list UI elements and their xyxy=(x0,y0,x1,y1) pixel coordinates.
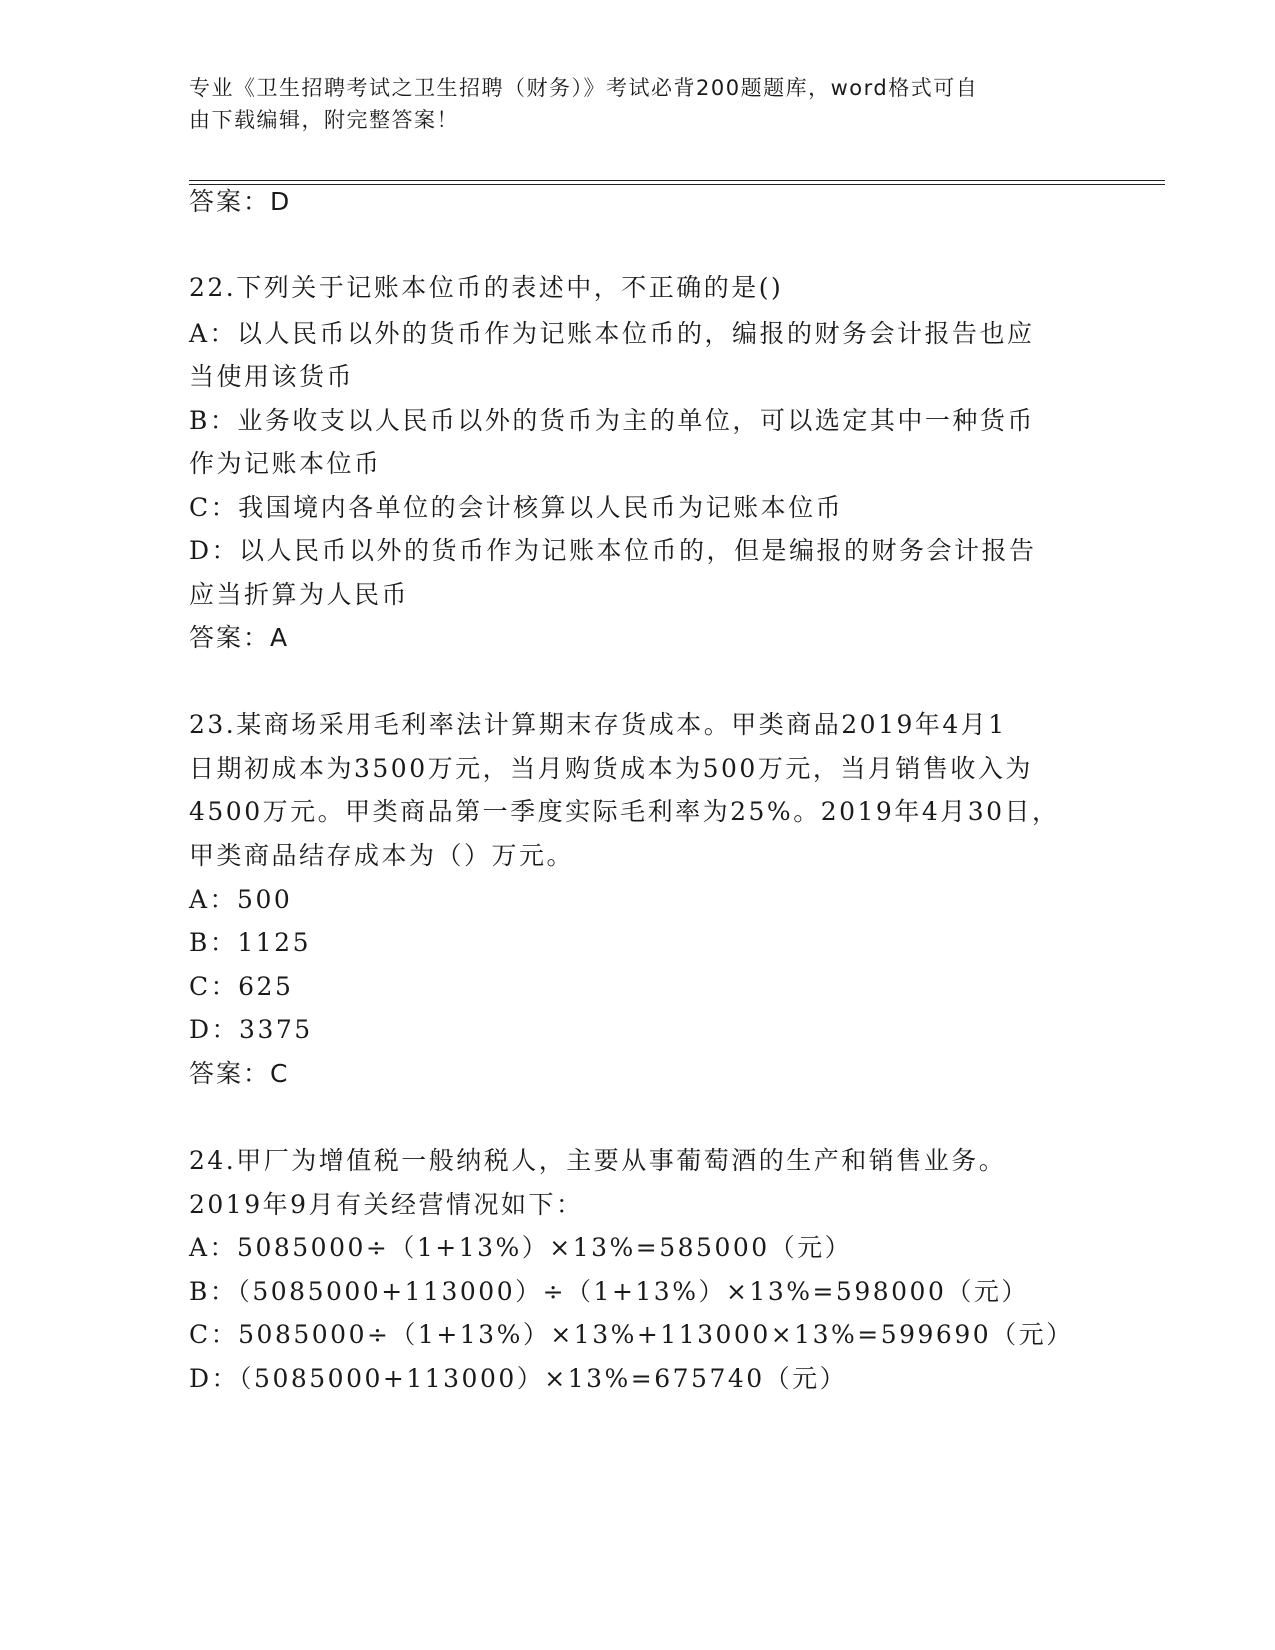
header-line-2: 由下载编辑，附完整答案！ xyxy=(189,108,459,132)
question-23-option-d: D：3375 xyxy=(189,1015,313,1044)
question-22-option-a: A：以人民币以外的货币作为记账本位币的，编报的财务会计报告也应 xyxy=(189,319,1035,348)
document-header xyxy=(189,72,1069,136)
question-22-option-b-cont: 作为记账本位币 xyxy=(189,449,382,478)
question-24-option-b: B：（5085000+113000）÷（1+13%）×13%=598000（元） xyxy=(189,1277,1029,1306)
header-line-1: 专业《卫生招聘考试之卫生招聘（财务）》考试必背200题题库，word格式可自 xyxy=(189,76,979,100)
question-23-stem-cont-2: 4500万元。甲类商品第一季度实际毛利率为25%。2019年4月30日， xyxy=(189,797,1060,826)
question-23-option-c: C：625 xyxy=(189,972,294,1001)
question-23-option-b: B：1125 xyxy=(189,928,311,957)
question-23-option-a: A：500 xyxy=(189,885,293,914)
question-24-option-d: D：（5085000+113000）×13%=675740（元） xyxy=(189,1364,848,1393)
question-22-option-a-cont: 当使用该货币 xyxy=(189,362,355,391)
question-24-option-c: C：5085000÷（1+13%）×13%+113000×13%=599690（元） xyxy=(189,1320,1074,1349)
answer-23: 答案：C xyxy=(189,1059,290,1088)
question-24-stem: 24.甲厂为增值税一般纳税人，主要从事葡萄酒的生产和销售业务。 xyxy=(189,1146,1007,1175)
question-23-stem: 23.某商场采用毛利率法计算期末存货成本。甲类商品2019年4月1 xyxy=(189,710,1007,739)
question-22-option-d: D：以人民币以外的货币作为记账本位币的，但是编报的财务会计报告 xyxy=(189,536,1037,565)
question-24-option-a: A：5085000÷（1+13%）×13%=585000（元） xyxy=(189,1233,853,1262)
header-divider xyxy=(189,180,1165,185)
question-23-stem-cont-3: 甲类商品结存成本为（）万元。 xyxy=(189,841,575,870)
question-23-stem-cont-1: 日期初成本为3500万元，当月购货成本为500万元，当月销售收入为 xyxy=(189,754,1033,783)
question-22-stem: 22.下列关于记账本位币的表述中，不正确的是() xyxy=(189,273,784,302)
question-24-stem-cont: 2019年9月有关经营情况如下： xyxy=(189,1190,584,1219)
question-22-option-d-cont: 应当折算为人民币 xyxy=(189,580,410,609)
question-22-option-b: B：业务收支以人民币以外的货币为主的单位，可以选定其中一种货币 xyxy=(189,406,1035,435)
answer-22: 答案：A xyxy=(189,623,290,652)
question-22-option-c: C：我国境内各单位的会计核算以人民币为记账本位币 xyxy=(189,493,844,522)
answer-21: 答案：D xyxy=(189,187,292,216)
